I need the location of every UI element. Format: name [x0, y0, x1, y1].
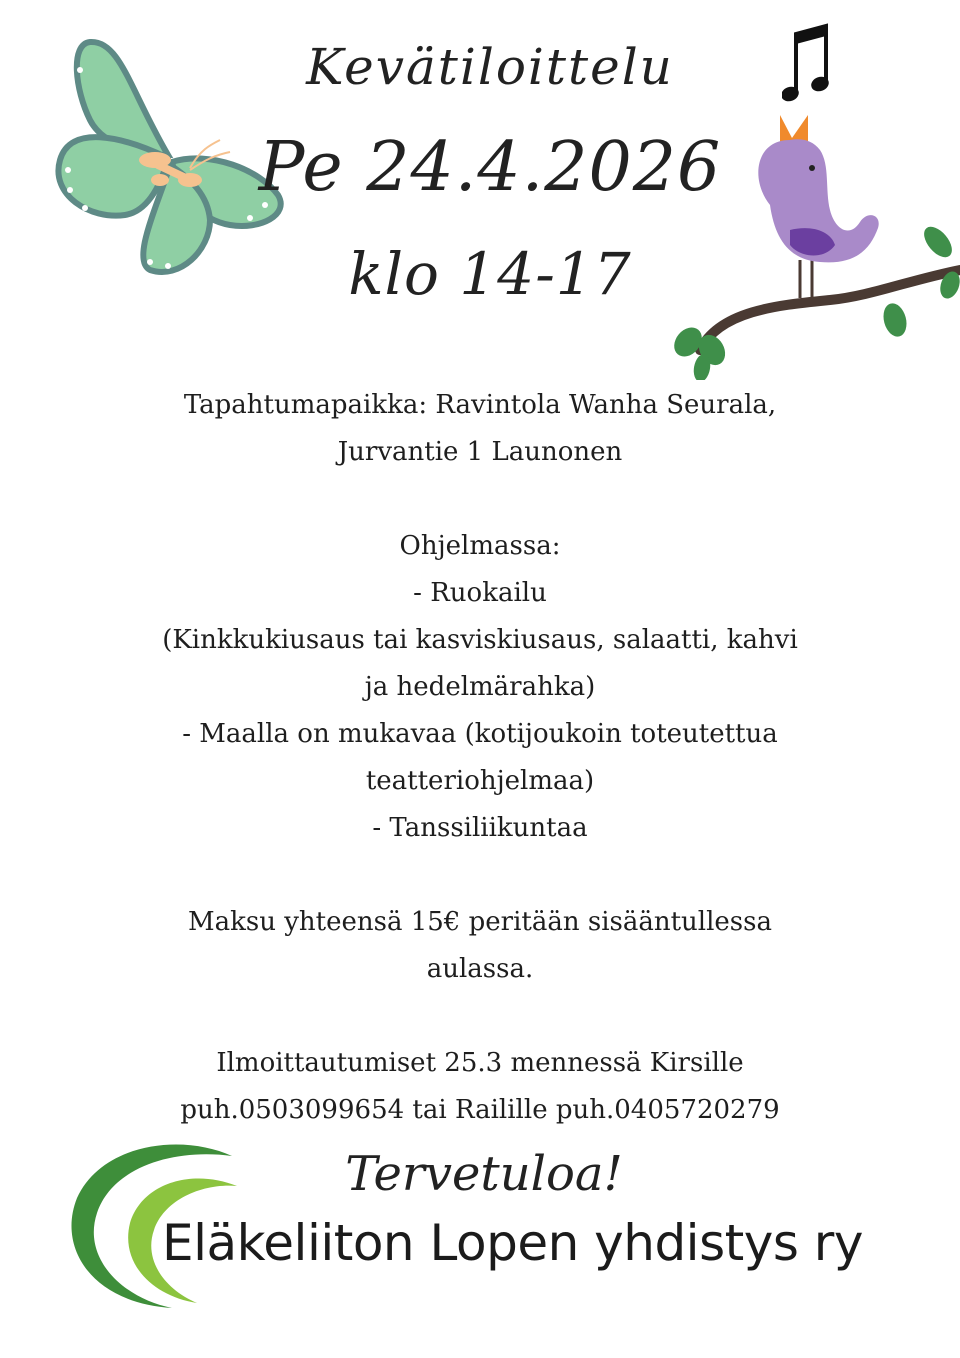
spacer [0, 993, 960, 1040]
welcome-text: Tervetuloa! [345, 1146, 623, 1202]
payment-info: Maksu yhteensä 15€ peritään sisääntullessa [187, 907, 772, 937]
program-item: ja hedelmärahka) [364, 672, 596, 702]
payment-info: aulassa. [426, 954, 534, 984]
program-item: - Maalla on mukavaa (kotijoukoin toteutettua [182, 719, 778, 749]
registration-info: Ilmoittautumiset 25.3 mennessä Kirsille [216, 1048, 744, 1078]
venue-address: Jurvantie 1 Launonen [337, 437, 623, 467]
spacer [0, 476, 960, 523]
program-item: (Kinkkukiusaus tai kasviskiusaus, salaatti, kahvi [162, 625, 798, 655]
program-item: teatteriohjelmaa) [365, 766, 595, 796]
organization-name: Eläkeliiton Lopen yhdistys ry [162, 1214, 863, 1272]
program-item: - Ruokailu [413, 578, 547, 608]
event-time: klo 14-17 [348, 240, 632, 308]
registration-phones: puh.0503099654 tai Railille puh.0405720279 [180, 1095, 780, 1125]
program-heading: Ohjelmassa: [399, 531, 561, 561]
venue-line: Tapahtumapaikka: Ravintola Wanha Seurala, [183, 390, 777, 420]
event-title: Kevätiloittelu [306, 38, 674, 96]
spacer [0, 852, 960, 899]
event-date: Pe 24.4.2026 [258, 128, 722, 207]
program-item: - Tanssiliikuntaa [372, 813, 588, 843]
event-details [0, 382, 960, 1134]
